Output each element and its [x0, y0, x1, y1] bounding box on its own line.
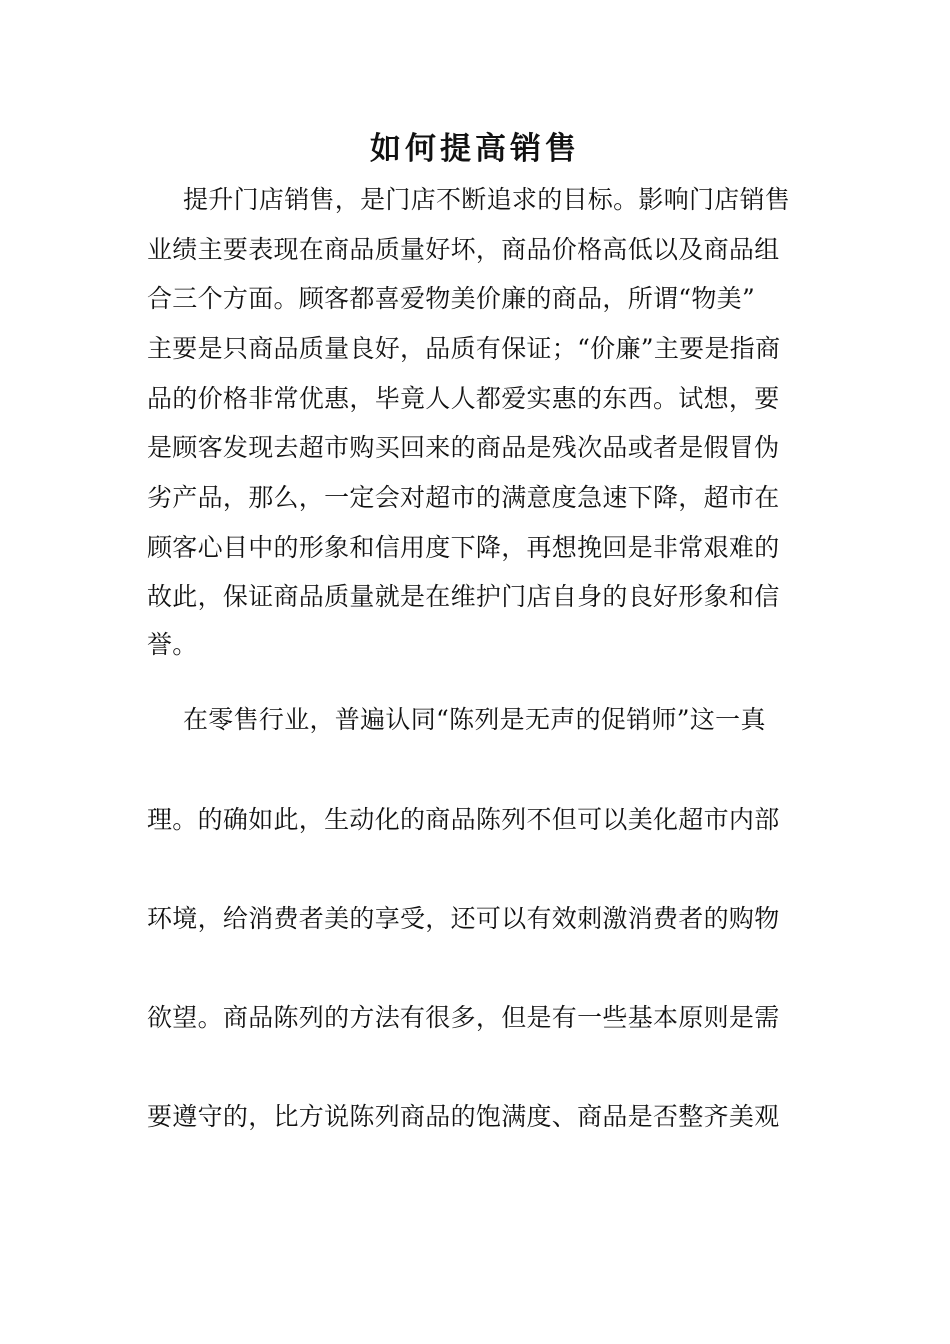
paragraph-1-line-3: 合三个方面。顾客都喜爱物美价廉的商品，所谓“物美”: [147, 284, 756, 313]
document-title: 如何提高销售: [370, 131, 580, 167]
paragraph-1-line-7: 劣产品，那么，一定会对超市的满意度急速下降，超市在: [147, 483, 780, 512]
paragraph-1-line-5: 品的价格非常优惠，毕竟人人都爱实惠的东西。试想，要: [147, 384, 780, 413]
paragraph-1-line-9: 故此，保证商品质量就是在维护门店自身的良好形象和信: [147, 582, 780, 611]
paragraph-1-line-6: 是顾客发现去超市购买回来的商品是残次品或者是假冒伪: [147, 433, 780, 462]
paragraph-2-line-5: 要遵守的，比方说陈列商品的饱满度、商品是否整齐美观: [147, 1102, 780, 1131]
paragraph-2-line-4: 欲望。商品陈列的方法有很多，但是有一些基本原则是需: [147, 1003, 780, 1032]
paragraph-1-line-1: 提升门店销售，是门店不断追求的目标。影响门店销售: [183, 185, 791, 214]
paragraph-2-line-3: 环境，给消费者美的享受，还可以有效刺激消费者的购物: [147, 904, 780, 933]
paragraph-1-line-10: 誉。: [147, 630, 198, 659]
paragraph-2-line-1: 在零售行业，普遍认同“陈列是无声的促销师”这一真: [183, 705, 766, 734]
paragraph-2-line-2: 理。的确如此，生动化的商品陈列不但可以美化超市内部: [147, 805, 780, 834]
paragraph-1-line-8: 顾客心目中的形象和信用度下降，再想挽回是非常艰难的: [147, 533, 780, 562]
paragraph-1-line-2: 业绩主要表现在商品质量好坏，商品价格高低以及商品组: [147, 235, 780, 264]
paragraph-1-line-4: 主要是只商品质量良好，品质有保证；“价廉”主要是指商: [147, 334, 781, 363]
